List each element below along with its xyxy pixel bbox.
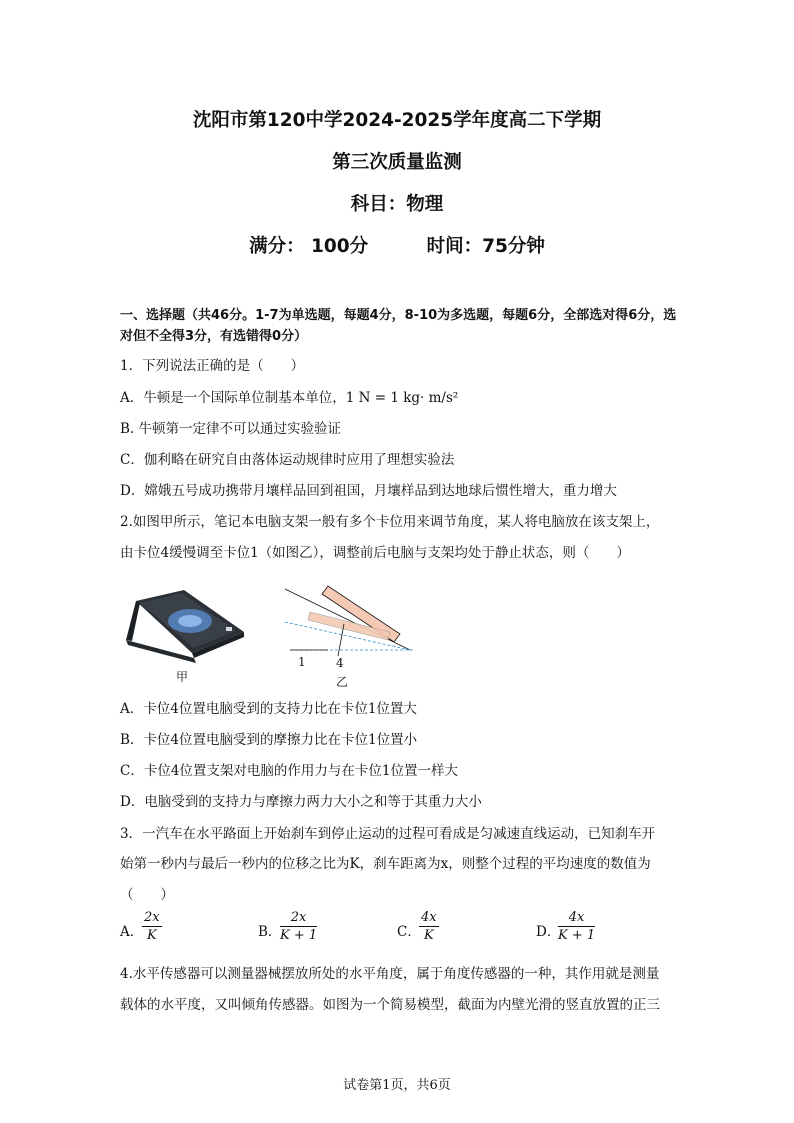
q3-option-a-label: A． <box>120 924 144 940</box>
figure-b-mark-4: 4 <box>336 656 344 670</box>
q3-option-d-numerator: 4x <box>558 910 595 927</box>
exam-subtitle: 第三次质量监测 <box>332 152 462 173</box>
laptop-stand-image <box>118 585 248 670</box>
exam-subject: 科目：物理 <box>350 194 444 215</box>
q3-option-d-label: D． <box>536 924 561 940</box>
figure-stand-diagram <box>280 584 415 684</box>
section-heading: 一、选择题（共46分。1-7为单选题，每题4分，8-10为多选题，每题6分，全部选对得6分，选对但不全得3分，有选错得0分） <box>120 308 677 344</box>
q1-stem: 1．下列说法正确的是（ ） <box>120 358 305 374</box>
q2-option-b: B．卡位4位置电脑受到的摩擦力比在卡位1位置小 <box>120 732 418 748</box>
q3-option-b-numerator: 2x <box>280 910 317 927</box>
q3-stem-line2: 始第一秒内与最后一秒内的位移之比为K，刹车距离为x，则整个过程的平均速度的数值为 <box>120 856 651 872</box>
diagram-line-steep <box>285 589 410 650</box>
q2-stem-line2: 由卡位4缓慢调至卡位1（如图乙），调整前后电脑与支架均处于静止状态，则（ ） <box>120 545 630 561</box>
q2-option-d: D．电脑受到的支持力与摩擦力两力大小之和等于其重力大小 <box>120 794 482 810</box>
figure-a-label: 甲 <box>176 670 189 684</box>
q3-option-c-fraction <box>419 910 439 943</box>
q3-option-a-numerator: 2x <box>144 910 160 925</box>
q1-option-c: C．伽利略在研究自由落体运动规律时应用了理想实验法 <box>120 452 455 468</box>
figure-b-label: 乙 <box>336 675 349 689</box>
figure-laptop-stand <box>118 585 248 670</box>
exam-time: 时间：75分钟 <box>426 236 545 257</box>
figure-b-mark-1: 1 <box>298 655 306 669</box>
q3-option-d-denominator: K + 1 <box>558 928 596 943</box>
q4-stem-line1: 4.水平传感器可以测量器械摆放所处的水平角度，属于角度传感器的一种，其作用就是测量 <box>120 966 660 982</box>
page-footer: 试卷第1页，共6页 <box>343 1078 451 1093</box>
q3-option-d-fraction <box>558 910 595 943</box>
q2-option-a: A．卡位4位置电脑受到的支持力比在卡位1位置大 <box>120 701 417 717</box>
q2-option-c: C．卡位4位置支架对电脑的作用力与在卡位1位置一样大 <box>120 763 459 779</box>
q3-option-c-denominator: K <box>423 928 434 943</box>
full-score: 满分： 100分 <box>249 236 369 257</box>
q3-option-b-denominator: K + 1 <box>280 928 318 943</box>
q3-stem-line3: （ ） <box>120 887 174 903</box>
q1-option-d: D．嫦娥五号成功携带月壤样品回到祖国，月壤样品到达地球后惯性增大，重力增大 <box>120 483 617 499</box>
q3-option-a-fraction <box>142 910 162 943</box>
support-strut <box>338 624 344 656</box>
q3-option-c-numerator: 4x <box>421 910 437 925</box>
exam-title: 沈阳市第120中学2024-2025学年度高二下学期 <box>192 110 602 131</box>
q1-option-b: B. 牛顿第一定律不可以通过实验验证 <box>120 421 342 437</box>
q3-option-c-label: C． <box>397 924 421 940</box>
q2-stem-line1: 2.如图甲所示，笔记本电脑支架一般有多个卡位用来调节角度，某人将电脑放在该支架上， <box>120 514 660 530</box>
stand-angle-diagram <box>280 584 415 684</box>
q3-stem-line1: 3．一汽车在水平路面上开始刹车到停止运动的过程可看成是匀减速直线运动，已知刹车开 <box>120 826 656 842</box>
q3-option-a-denominator: K <box>146 928 157 943</box>
q1-option-a: A．牛顿是一个国际单位制基本单位，1 N = 1 kg· m/s² <box>120 390 459 406</box>
q3-option-b-fraction <box>280 910 317 943</box>
exam-score-time <box>0 232 794 258</box>
q4-stem-line2: 载体的水平度，又叫倾角传感器。如图为一个简易模型，截面为内壁光滑的竖直放置的正三 <box>120 997 660 1013</box>
q3-option-b-label: B． <box>258 924 282 940</box>
